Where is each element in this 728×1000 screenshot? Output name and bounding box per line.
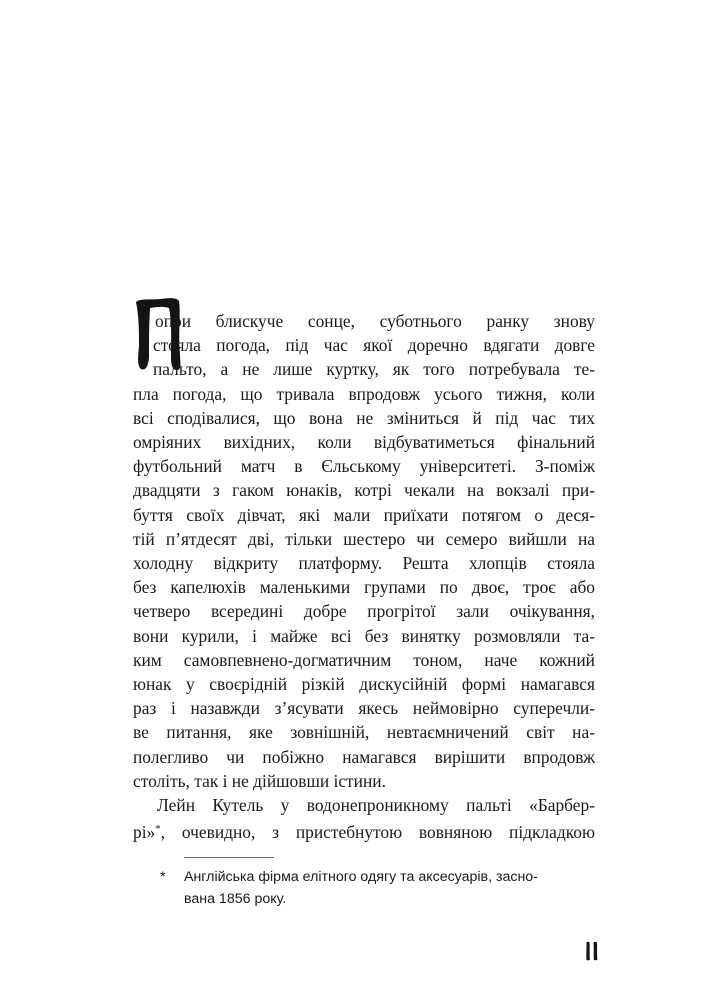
page-folio-mark [585, 941, 599, 961]
text-line: буття своїх дівчат, які мали приїхати потягом о деся- [133, 504, 595, 525]
footnote [160, 866, 596, 910]
text-line: вони курили, і майже всі без винятку розмовляли та- [133, 625, 595, 646]
text-line: омріяних вихідних, коли відбуватиметься фінальний [133, 432, 595, 453]
text-line: двадцяти з гаком юнаків, котрі чекали на вокзалі при- [133, 480, 595, 501]
text-line: футбольний матч в Єльському університеті. З-поміж [133, 456, 595, 477]
footnote-line: Англійська фірма елітного одягу та аксесуарів, засно- [184, 869, 538, 885]
text-line: юнак у своєрідній різкій дискусійній формі намагався [133, 674, 595, 695]
text-line: ким самовпевнено-догматичним тоном, наче кожний [133, 649, 595, 670]
footnote-divider [184, 857, 274, 858]
footnote-line: вана 1856 року. [184, 891, 287, 907]
text-line: століть, так і не дійшовши істини. [133, 770, 386, 791]
text-line: опри блискуче сонце, суботнього ранку знову [155, 311, 595, 331]
text-line-with-footnote-ref [133, 817, 595, 844]
text-line: раз і назавжди з’ясувати якесь неймовірно суперечли- [133, 698, 595, 719]
text-line: четверо всередині добре прогрітої зали очікування, [133, 601, 595, 622]
footnote-text [184, 866, 596, 910]
footnote-mark: * [160, 869, 166, 885]
text-line: полегливо чи побіжно намагався вирішити впродовж [133, 746, 595, 767]
text-line: ве питання, яке зовнішній, невтаємничений світ на- [133, 722, 595, 743]
text-fragment: рі» [133, 822, 156, 843]
text-fragment: , очевидно, з пристебнутою вовняною підкладкою [160, 822, 595, 843]
main-text [133, 309, 595, 844]
text-line: без капелюхів маленькими групами по двоє, троє або [133, 577, 595, 598]
text-line: стояла погода, під час якої доречно вдягати довге [153, 335, 595, 356]
text-line: тій п’ятдесят дві, тільки шестеро чи семеро вийшли на [133, 528, 595, 549]
text-line: холодну відкриту платформу. Решта хлопців стояла [133, 553, 595, 574]
text-line: всі сподівалися, що вона не зміниться й під час тих [133, 407, 595, 428]
text-line: пла погода, що тривала впродовж усього тижня, коли [133, 383, 595, 404]
footnote-reference: * [155, 823, 161, 836]
text-line: Лейн Кутель у водонепроникному пальті «Барбер- [157, 795, 595, 816]
text-line: пальто, а не лише куртку, як того потребувала те- [153, 359, 595, 380]
